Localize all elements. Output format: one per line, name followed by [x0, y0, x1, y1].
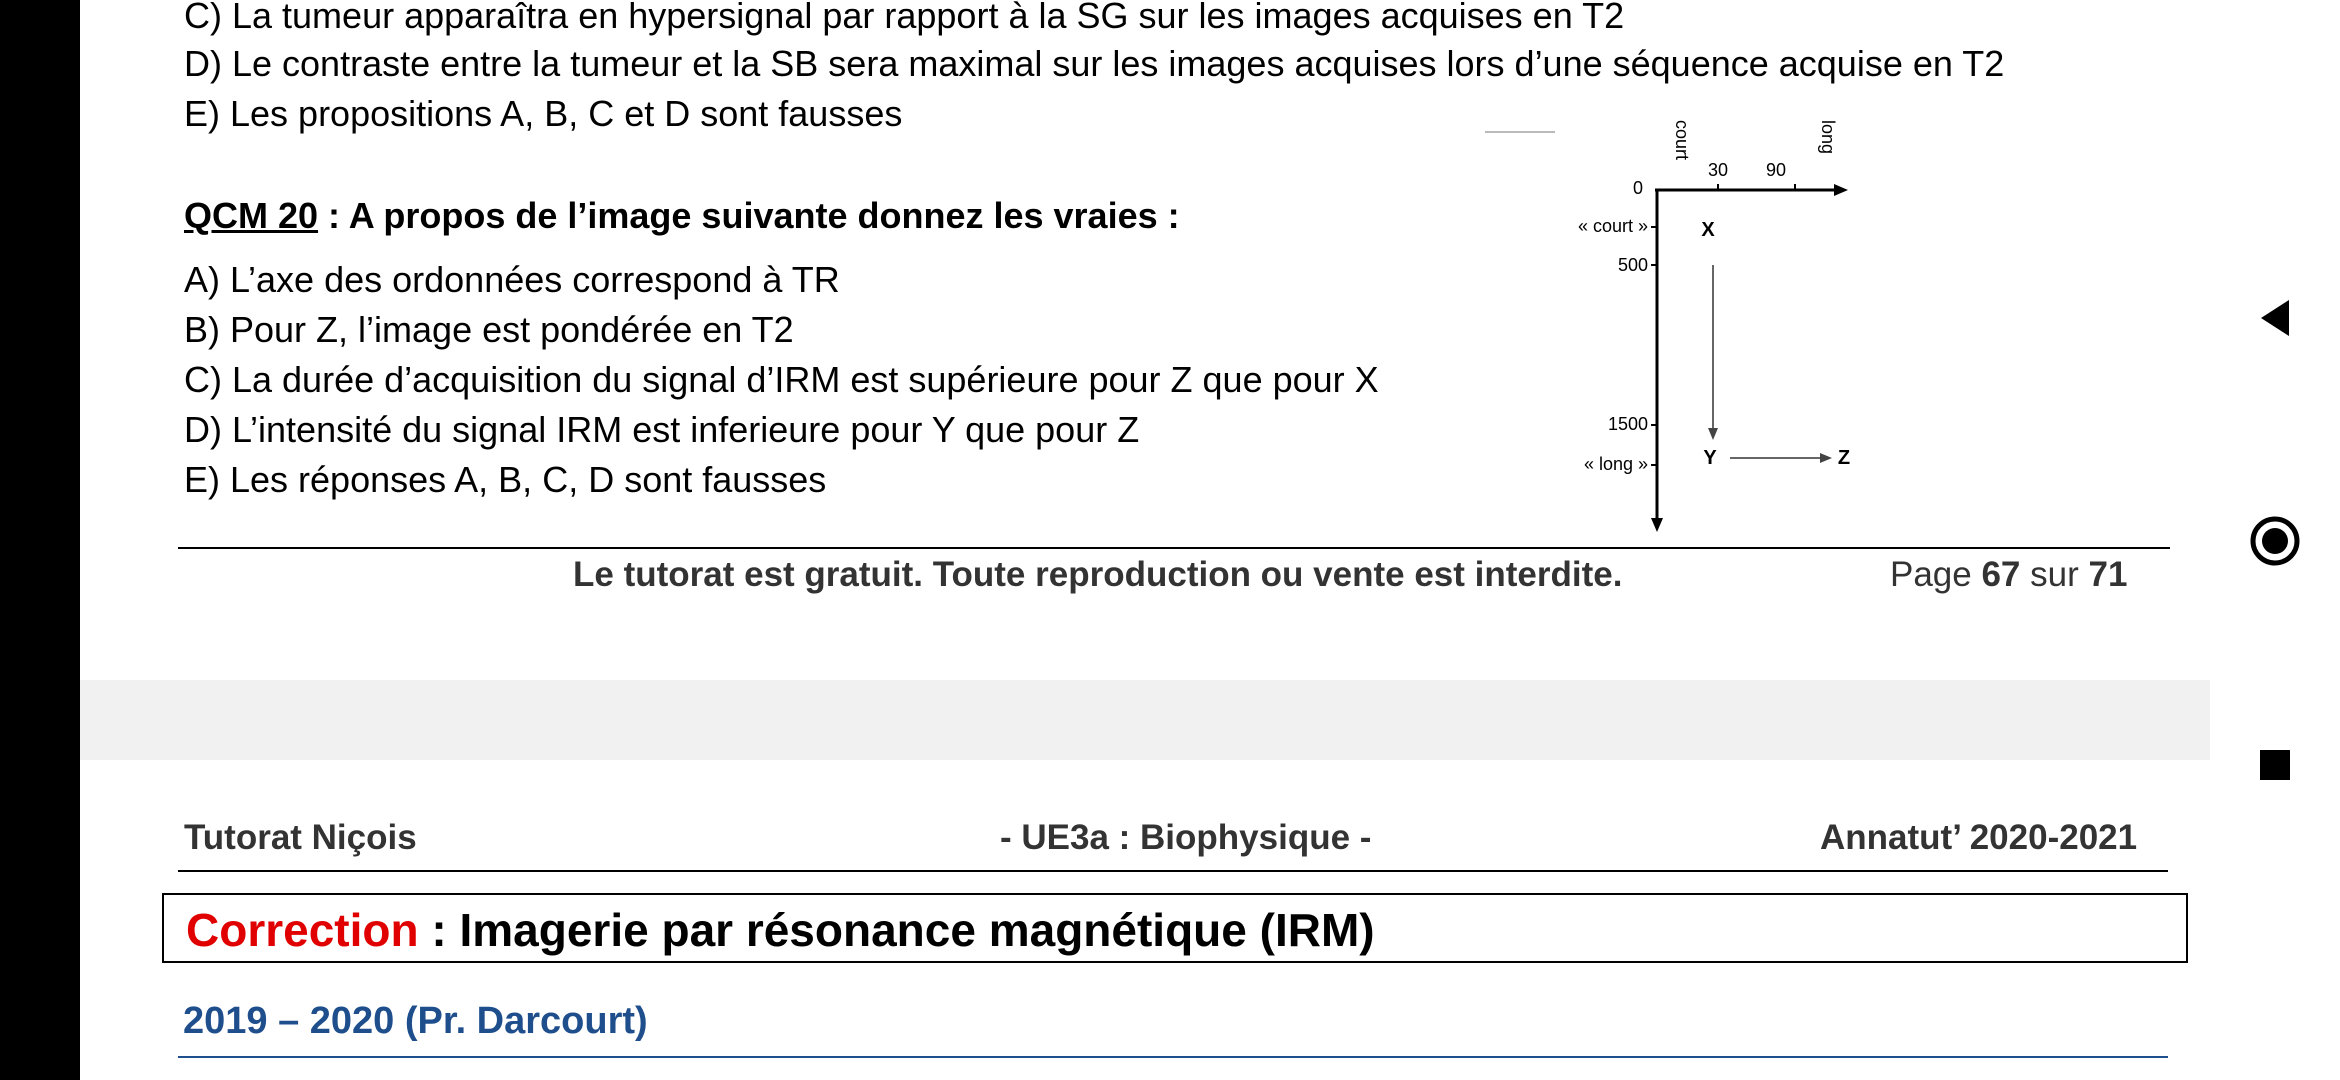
section-title: 2019 – 2020 (Pr. Darcourt) [183, 1000, 648, 1042]
x-tick-30: 30 [1707, 160, 1729, 180]
x-tick-90: 90 [1765, 160, 1787, 180]
y-label-long: « long » [1583, 454, 1648, 474]
correction-word: Correction [186, 904, 419, 956]
header-rule [178, 870, 2168, 872]
origin-label: 0 [1632, 178, 1643, 198]
back-triangle-icon[interactable] [2255, 296, 2295, 340]
correction-subject: : Imagerie par résonance magnétique (IRM) [418, 904, 1375, 956]
pdf-page-68 [80, 760, 2210, 1080]
point-y: Y [1703, 447, 1717, 469]
qcm20-option-d: D) L’intensité du signal IRM est inferieure pour Y que pour Z [184, 409, 1140, 450]
free-tutoring-notice: Le tutorat est gratuit. Toute reproduction ou vente est interdite. [573, 555, 1623, 594]
option-e-prev: E) Les propositions A, B, C et D sont fausses [184, 93, 903, 134]
header-right: Annatut’ 2020-2021 [1820, 818, 2138, 857]
qcm20-option-a: A) L’axe des ordonnées correspond à TR [184, 259, 840, 300]
page-number [1890, 555, 2127, 595]
correction-title-box [162, 893, 2188, 963]
qcm20-option-c: C) La durée d’acquisition du signal d’IRM est supérieure pour Z que pour X [184, 359, 1379, 400]
correction-title [186, 903, 1375, 957]
header-left: Tutorat Niçois [184, 818, 417, 857]
option-c-prev: C) La tumeur apparaîtra en hypersignal par rapport à la SG sur les images acquises en T2 [184, 0, 1625, 36]
qcm20-label: QCM 20 [184, 195, 319, 236]
left-black-bar [0, 0, 80, 1080]
page-prefix: Page [1890, 555, 1982, 594]
point-z: Z [1837, 447, 1851, 469]
top-label-long: long [1818, 120, 1838, 155]
android-nav-bar [2210, 0, 2340, 1080]
recents-square-icon[interactable] [2258, 748, 2292, 782]
qcm20-title [184, 195, 1180, 237]
point-x: X [1701, 219, 1715, 241]
header-center: - UE3a : Biophysique - [1000, 818, 1372, 857]
option-d-prev: D) Le contraste entre la tumeur et la SB sera maximal sur les images acquises lors d’une séquence acquise en T2 [184, 43, 2005, 84]
y-label-court: « court » [1577, 216, 1648, 236]
qcm20-option-e: E) Les réponses A, B, C, D sont fausses [184, 459, 827, 500]
home-circle-icon[interactable] [2249, 515, 2301, 567]
page-separator [80, 680, 2210, 760]
qcm20-option-b: B) Pour Z, l’image est pondérée en T2 [184, 309, 794, 350]
section-rule [178, 1056, 2168, 1058]
qcm20-title-rest: : A propos de l’image suivante donnez les vraies : [318, 195, 1180, 236]
page-mid: sur [2020, 555, 2089, 594]
top-label-court: court [1672, 120, 1692, 161]
page-total: 71 [2088, 555, 2128, 594]
y-tick-500: 500 [1617, 255, 1648, 275]
y-tick-1500: 1500 [1607, 414, 1648, 434]
pdf-page-67 [80, 0, 2210, 680]
footer-rule [178, 547, 2170, 549]
tr-te-diagram [1480, 110, 1960, 540]
page-current: 67 [1981, 555, 2021, 594]
